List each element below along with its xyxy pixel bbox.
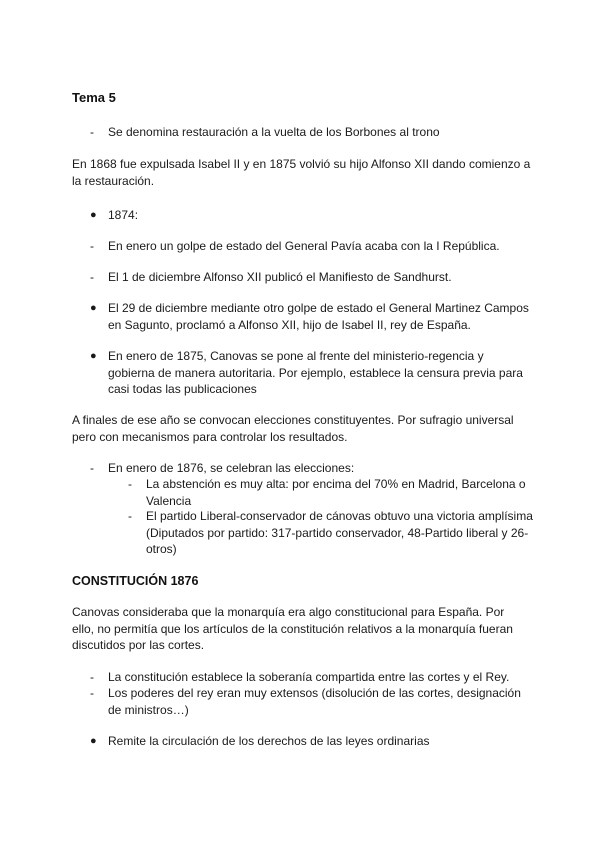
dash-marker: - [128,509,132,523]
bullet-marker: ● [90,735,97,747]
list-item-text: El 1 de diciembre Alfonso XII publicó el Manifiesto de Sandhurst. [108,270,452,284]
list-item-text: Se denomina restauración a la vuelta de los Borbones al trono [108,125,440,139]
section-title: CONSTITUCIÓN 1876 [72,574,199,588]
dash-marker: - [90,239,94,253]
list-item-text: Remite la circulación de los derechos de las leyes ordinarias [108,734,430,748]
list-item-text: 1874: [108,208,139,222]
dash-marker: - [90,270,94,284]
dash-marker: - [128,477,132,491]
list-item-text: Los poderes del rey eran muy extensos (disolución de las cortes, designación de ministros…) [108,686,521,717]
bullet-marker: ● [90,350,97,362]
list-item-text: El partido Liberal-conservador de cánovas obtuvo una victoria amplísima (Diputados por partido: 317-partido conservador, 48-Partido liberal y 26-otros) [146,509,533,556]
list-item-text: En enero de 1875, Canovas se pone al frente del ministerio-regencia y gobierna de manera autoritaria. Por ejemplo, establece la censura previa para casi todas las publicaciones [108,349,523,396]
dash-marker: - [90,670,94,684]
list-item-text: En enero de 1876, se celebran las elecciones: [108,461,355,475]
bullet-marker: ● [90,302,97,314]
list-item-text: La constitución establece la soberanía compartida entre las cortes y el Rey. [108,670,510,684]
list-item-text: El 29 de diciembre mediante otro golpe de estado el General Martinez Campos en Sagunto, proclamó a Alfonso XII, hijo de Isabel II, rey de España. [108,301,529,332]
list-item-text: En enero un golpe de estado del General Pavía acaba con la I República. [108,239,500,253]
paragraph: En 1868 fue expulsada Isabel II y en 1875 volvió su hijo Alfonso XII dando comienzo a la restauración. [72,157,531,188]
page-title: Tema 5 [72,90,116,105]
dash-marker: - [90,125,94,139]
paragraph: A finales de ese año se convocan elecciones constituyentes. Por sufragio universal pero con mecanismos para controlar los resultados. [72,413,514,444]
paragraph: Canovas consideraba que la monarquía era algo constitucional para España. Por ello, no permitía que los artículos de la constitución relativos a la monarquía fueran discutidos por las cortes. [72,605,513,652]
bullet-marker: ● [90,209,97,221]
list-item-text: La abstención es muy alta: por encima del 70% en Madrid, Barcelona o Valencia [146,477,526,508]
dash-marker: - [90,461,94,475]
dash-marker: - [90,686,94,700]
